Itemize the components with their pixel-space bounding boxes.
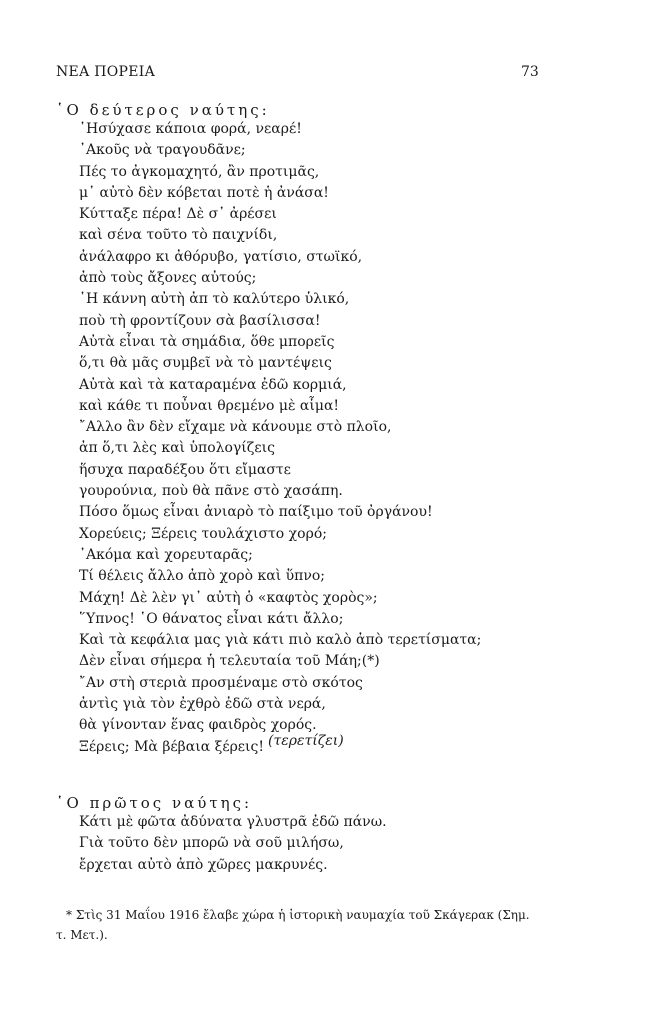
verse-line: ποὺ τὴ φροντίζουν σὰ βασίλισσα! [79, 312, 321, 329]
page-number: 73 [521, 64, 539, 80]
verse-line: καὶ σένα τοῦτο τὸ παιχνίδι, [79, 227, 278, 244]
verse-line: γουρούνια, ποὺ θὰ πᾶνε στὸ χασάπη. [79, 483, 343, 500]
running-title: ΝΕΑ ΠΟΡΕΙΑ [56, 64, 155, 80]
verse-line: Γιὰ τοῦτο δὲν μπορῶ νὰ σοῦ μιλήσω, [79, 835, 344, 852]
verse-line: Τί θέλεις ἄλλο ἀπὸ χορὸ καὶ ὕπνο; [79, 568, 326, 585]
verse-line: Καὶ τὰ κεφάλια μας γιὰ κάτι πιὸ καλὸ ἀπὸ τερετίσματα; [79, 632, 482, 649]
verse-line: θὰ γίνονταν ἕνας φαιδρὸς χορός. [79, 717, 317, 734]
footnote [56, 905, 616, 945]
verse-line: ᾿Ακοῦς νὰ τραγουδᾶνε; [79, 142, 246, 159]
verse-line: Κύτταξε πέρα! Δὲ σ᾿ ἀρέσει [79, 206, 277, 223]
footnote-line-1: * Στὶς 31 Μαΐου 1916 ἔλαβε χώρα ἡ ἱστορικὴ ναυμαχία τοῦ Σκάγεραк (Σημ. [66, 908, 530, 922]
verse-line: Αὐτὰ εἶναι τὰ σημάδια, ὅθε μπορεῖς [79, 333, 335, 350]
speaker-first-sailor: ῾Ο πρῶτος ναύτης: [56, 794, 253, 812]
verse-line: ὅ,τι θὰ μᾶς συμβεῖ νὰ τὸ μαντέψεις [79, 355, 332, 372]
verse-line: ἀνάλαφρο κι ἀθόρυβο, γατίσιο, στωϊκό, [79, 248, 363, 265]
verse-line: Δὲν εἶναι σήμερα ἡ τελευταία τοῦ Μάη;(*) [79, 653, 380, 670]
verse-line: καὶ κάθε τι ποὖναι θρεμένο μὲ αἷμα! [79, 397, 340, 414]
verse-line: ᾿Ακόμα καὶ χορευταρᾶς; [79, 546, 253, 563]
verse-block-second-sailor [79, 119, 481, 758]
verse-line: ἀπὸ τοὺς ἄξονες αὐτούς; [79, 270, 257, 287]
verse-line: μ᾿ αὐτὸ δὲν κόβεται ποτὲ ἡ ἀνάσα! [79, 184, 329, 201]
verse-line: ῎Αν στὴ στεριὰ προσμέναμε στὸ σκότος [79, 674, 363, 691]
verse-line: ἀντὶς γιὰ τὸν ἐχθρὸ ἐδῶ στὰ νερά, [79, 696, 326, 713]
verse-line: Μάχη! Δὲ λὲν γι᾿ αὐτὴ ὁ «καφτὸς χορὸς»; [79, 589, 378, 606]
verse-line: Πόσο ὅμως εἶναι ἀνιαρὸ τὸ παίξιμο τοῦ ὀργάνου! [79, 504, 433, 521]
verse-line: Ξέρεις; Μὰ βέβαια ξέρεις! [79, 738, 265, 755]
verse-line: Πές το ἀγκομαχητό, ἂν προτιμᾶς, [79, 163, 320, 180]
verse-line: ῎Αλλο ἂν δὲν εἴχαμε νὰ κάνουμε στὸ πλοῖο, [79, 419, 392, 436]
verse-line: ἥσυχα παραδέξου ὅτι εἴμαστε [79, 461, 291, 478]
verse-line: ῾Ησύχασε κάποια φορά, νεαρέ! [79, 121, 302, 137]
stage-direction: (τερετίζει) [268, 733, 344, 749]
verse-line: Χορεύεις; Ξέρεις τουλάχιστο χορό; [79, 525, 327, 542]
footnote-line-2: τ. Μετ.). [56, 928, 108, 942]
verse-line: Αὐτὰ καὶ τὰ καταραμένα ἐδῶ κορμιά, [79, 376, 347, 393]
verse-line: ῞Υπνος! ῾Ο θάνατος εἶναι κάτι ἄλλο; [79, 610, 344, 627]
verse-line: ἀπ ὅ,τι λὲς καὶ ὑπολογίζεις [79, 440, 275, 457]
verse-line: Κάτι μὲ φῶτα ἀδύνατα γλυστρᾶ ἐδῶ πάνω. [79, 814, 387, 830]
verse-line: ἔρχεται αὐτὸ ἀπὸ χῶρες μακρυνές. [79, 856, 328, 873]
verse-block-first-sailor [79, 812, 387, 876]
verse-line: ῾Η κάννη αὐτὴ ἀπ τὸ καλύτερο ὑλικό, [79, 291, 350, 308]
speaker-second-sailor: ῾Ο δεύτερος ναύτης: [56, 101, 270, 119]
